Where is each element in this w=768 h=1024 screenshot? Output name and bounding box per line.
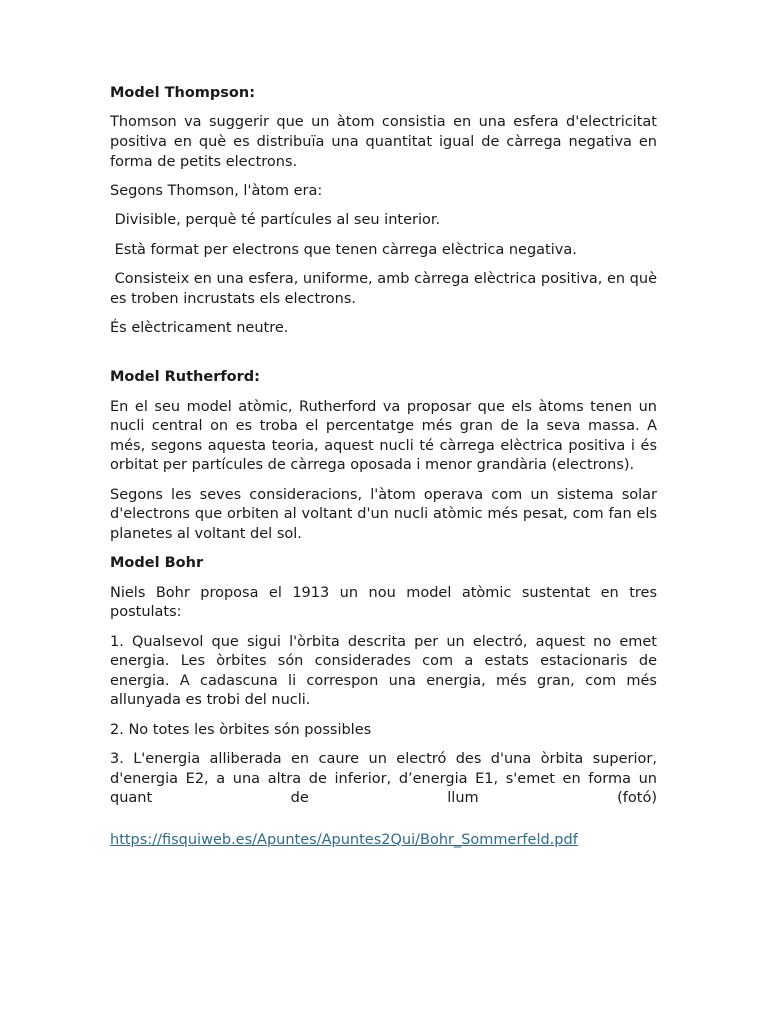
section-spacer (110, 349, 657, 369)
bohr-paragraph-2: 1. Qualsevol que sigui l'òrbita descrita per un electró, aquest no emet energia. Les òrbites són considerades com a estats estacionaris de energia. A cadascuna li correspon una energia, més gran, com més allunyada es trobi del nucli. (110, 633, 657, 709)
rutherford-paragraph-1: En el seu model atòmic, Rutherford va proposar que els àtoms tenen un nucli central on es troba el percentatge més gran de la seva massa. A més, segons aquesta teoria, aquest nucli té càrrega elèctrica positiva i és orbitat per partícules de càrrega oposada i menor grandària (electrons). (110, 398, 657, 474)
thompson-paragraph-2: Segons Thomson, l'àtom era: (110, 182, 323, 199)
source-link[interactable]: https://fisquiweb.es/Apuntes/Apuntes2Qui/Bohr_Sommerfeld.pdf (110, 831, 578, 848)
bohr-paragraph-4: 3. L'energia alliberada en caure un electró des d'una òrbita superior, d'energia E2, a una altra de inferior, d’energia E1, s'emet en forma un quant de llum (fotó) (110, 751, 657, 807)
rutherford-heading: Model Rutherford: (110, 369, 260, 386)
thompson-paragraph-5: Consisteix en una esfera, uniforme, amb càrrega elèctrica positiva, en què es troben incrustats els electrons. (110, 271, 662, 307)
thompson-heading: Model Thompson: (110, 85, 255, 101)
bohr-heading: Model Bohr (110, 555, 204, 572)
document-page (110, 84, 662, 851)
thompson-paragraph-3: Divisible, perquè té partícules al seu interior. (110, 212, 441, 229)
bohr-paragraph-1: Niels Bohr proposa el 1913 un nou model atòmic sustentat en tres postulats: (110, 584, 657, 621)
thompson-paragraph-4: Està format per electrons que tenen càrrega elèctrica negativa. (110, 241, 577, 258)
rutherford-paragraph-2: Segons les seves consideracions, l'àtom operava com un sistema solar d'electrons que orbiten al voltant d'un nucli atòmic més pesat, com fan els planetes al voltant del sol. (110, 486, 657, 542)
thompson-paragraph-1: Thomson va suggerir que un àtom consistia en una esfera d'electricitat positiva en què es distribuïa una quantitat igual de càrrega negativa en forma de petits electrons. (110, 114, 657, 170)
bohr-paragraph-3: 2. No totes les òrbites són possibles (110, 721, 372, 738)
thompson-paragraph-6: És elèctricament neutre. (110, 320, 289, 337)
